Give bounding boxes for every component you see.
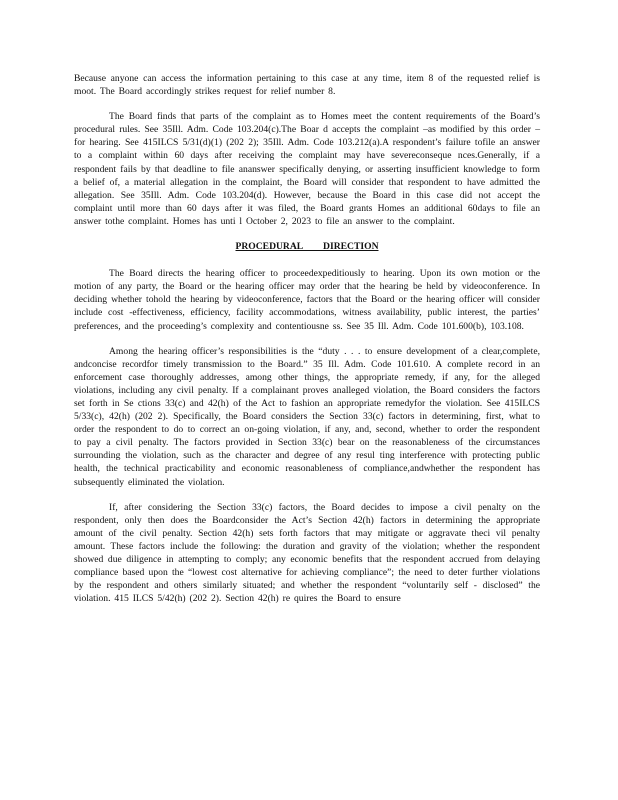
paragraph-complaint-acceptance: The Board finds that parts of the complaint as to Homes meet the content requirements of the Board’s procedural rules. See 35Ill. Adm. Code 103.204(c).The Boar d accepts the complaint –as modified by this order –for hearing. See 415ILCS 5/31(d)(1) (202 2); 35Ill. Adm. Code 103.212(a).A respondent’s failure tofile an answer to a complaint within 60 days after receiving the complaint may have severeconseque nces.Generally, if a respondent fails by that deadline to file ananswer specifically denying, or asserting insufficient knowledge to form a belief of, a material allegation in the complaint, the Board will consider that respondent to have admitted the allegation. See 35Ill. Adm. Code 103.204(d). However, because the Board in this case did not accept the complaint until more than 60 days after it was filed, the Board grants Homes an additional 60days to file an answer tothe complaint. Homes has unti l October 2, 2023 to file an answer to the complaint.	[74, 111, 540, 227]
paragraph-civil-penalty-factors: If, after considering the Section 33(c) factors, the Board decides to impose a civil penalty on the respondent, only then does the Boardconsider the Act’s Section 42(h) factors in determining the appropriate amount of the civil penalty. Section 42(h) sets forth factors that may mitigate or aggravate theci vil penalty amount. These factors include the following: the duration and gravity of the violation; whether the respondent showed due diligence in attempting to comply; any economic benefits that the respondent accrued from delaying compliance based upon the “lowest cost alternative for achieving compliance”; the need to deter further violations by the respondent and others similarly situated; and whether the respondent “voluntarily self - disclosed” the violation. 415 ILCS 5/42(h) (202 2). Section 42(h) re quires the Board to ensure	[74, 501, 540, 605]
paragraph-hearing-officer-duties: Among the hearing officer’s responsibilities is the “duty . . . to ensure development of a clear,complete, andconcise recordfor timely transmission to the Board.” 35 Ill. Adm. Code 101.610. A complete record in an enforcement case thoroughly addresses, among other things, the appropriate remedy, if any, for the alleged violations, including any civil penalty. If a complainant proves analleged violation, the Board considers the factors set forth in Se ctions 33(c) and 42(h) of the Act to fashion an appropriate remedyfor the violation. See 415ILCS 5/33(c), 42(h) (202 2). Specifically, the Board considers the Section 33(c) factors in determining, first, what to order the respondent to do to correct an on-going violation, if any, and, second, whether to order the respondent to pay a civil penalty. The factors provided in Section 33(c) bear on the reasonableness of the circumstances surrounding the violation, such as the character and degree of any resul ting interference with protecting public health, the technical practicability and economic reasonableness of compliance,andwhether the respondent has subsequently eliminated the violation.	[74, 345, 540, 488]
document-body	[74, 72, 540, 617]
paragraph-relief-moot: Because anyone can access the information pertaining to this case at any time, item 8 of the requested relief is moot. The Board accordingly strikes request for relief number 8.	[74, 73, 540, 98]
paragraph-hearing-direction: The Board directs the hearing officer to proceedexpeditiously to hearing. Upon its own motion or the motion of any party, the Board or the hearing officer may order that the hearing be held by videoconference. In deciding whether tohold the hearing by videoconference, factors that the Board or the hearing officer will consider include cost -effectiveness, efficiency, facility accommodations, witness availability, public interest, the parties’ preferences, and the proceeding’s complexity and contentiousne ss. See 35 Ill. Adm. Code 101.600(b), 103.108.	[74, 268, 540, 332]
section-heading-procedural-direction: PROCEDURAL DIRECTION	[235, 241, 379, 253]
